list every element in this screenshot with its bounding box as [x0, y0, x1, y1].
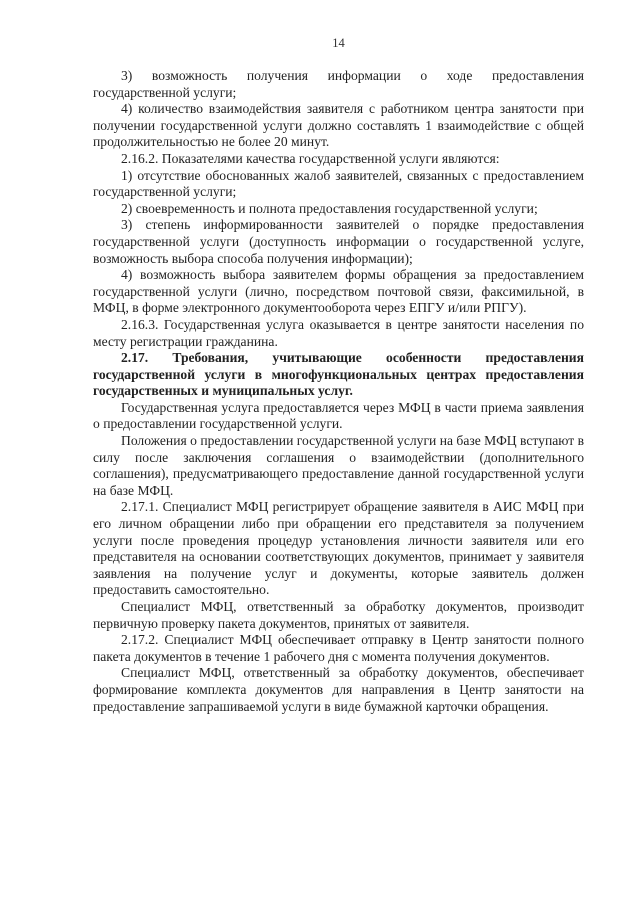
paragraph-mfc-intake: Государственная услуга предоставляется через МФЦ в части приема заявления о предоставлении государственной услуги.: [93, 399, 584, 432]
paragraph-specialist-package: Специалист МФЦ, ответственный за обработку документов, обеспечивает формирование комплекта документов для направления в Центр занятости на предоставление запрашиваемой услуги в виде бумажной карточки обращения.: [93, 665, 584, 714]
paragraph-2-16-3: 2.16.3. Государственная услуга оказывается в центре занятости населения по месту регистрации гражданина.: [93, 316, 584, 349]
paragraph-specialist-check: Специалист МФЦ, ответственный за обработку документов, производит первичную проверку пакета документов, принятых от заявителя.: [93, 599, 584, 631]
paragraph-item-3: 3) возможность получения информации о ходе предоставления государственной услуги;: [93, 68, 584, 100]
paragraph-2-16-2: 2.16.2. Показателями качества государственной услуги являются:: [121, 150, 500, 166]
paragraph-2-17-2: 2.17.2. Специалист МФЦ обеспечивает отправку в Центр занятости полного пакета документов в течение 1 рабочего дня с момента получения документов.: [93, 632, 584, 664]
paragraph-quality-4: 4) возможность выбора заявителем формы обращения за предоставлением государственной услуги (лично, посредством почтовой связи, факсимильной, в МФЦ, в форме электронного документооборота через ЕПГУ и/или РПГУ).: [93, 267, 584, 316]
paragraph-item-4: 4) количество взаимодействия заявителя с работником центра занятости при получении государственной услуги должно составлять 1 взаимодействие с общей продолжительностью не более 20 минут.: [93, 101, 584, 150]
paragraph-mfc-provisions: Положения о предоставлении государственной услуги на базе МФЦ вступают в силу после заключения соглашения о взаимодействии (дополнительного соглашения), предусматривающего предоставление данной государственной услуги на базе МФЦ.: [93, 433, 584, 498]
page-number: 14: [332, 36, 345, 50]
paragraph-quality-2: 2) своевременность и полнота предоставления государственной услуги;: [121, 200, 538, 216]
paragraph-2-17-1: 2.17.1. Специалист МФЦ регистрирует обращение заявителя в АИС МФЦ при его личном обращении либо при обращении его представителя за получением услуги после проведения процедур установления личности заявителя или его представителя на основании соответствующих документов, принимает у заявителя заявления на получение услуг и документы, которые заявитель должен предоставить самостоятельно.: [93, 499, 584, 598]
paragraph-quality-3: 3) степень информированности заявителей о порядке предоставления государственной услуги (доступность информации о государственной услуге, возможность выбора способа получения информации);: [93, 217, 584, 266]
paragraph-quality-1: 1) отсутствие обоснованных жалоб заявителей, связанных с предоставлением государственной услуги;: [93, 167, 584, 200]
section-heading-2-17: 2.17. Требования, учитывающие особенности предоставления государственной услуги в многофункциональных центрах предоставления государственных и муниципальных услуг.: [93, 350, 584, 399]
